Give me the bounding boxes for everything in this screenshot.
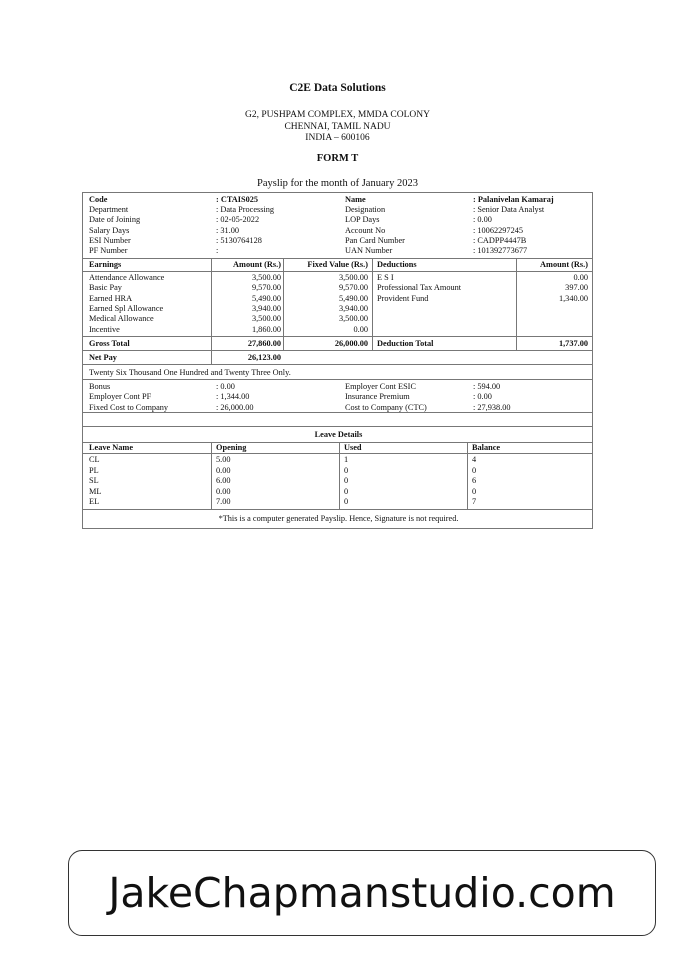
extra-label: Bonus bbox=[89, 382, 111, 391]
leave-name: CL bbox=[89, 455, 100, 464]
info-label: Department bbox=[89, 205, 129, 215]
leave-used: 0 bbox=[344, 497, 349, 507]
leave-name: SL bbox=[89, 476, 99, 486]
deduction-name: Professional Tax Amount bbox=[377, 283, 462, 293]
earning-amount: 9,570.00 bbox=[251, 283, 281, 293]
extra-value: : 594.00 bbox=[473, 382, 501, 391]
earning-fixed-value: 0.00 bbox=[353, 324, 368, 334]
info-value: : 0.00 bbox=[473, 215, 492, 225]
leave-header-balance: Balance bbox=[472, 443, 501, 452]
extra-label: Employer Cont ESIC bbox=[345, 382, 416, 391]
extra-label: Fixed Cost to Company bbox=[89, 402, 169, 412]
leave-header-used: Used bbox=[344, 443, 362, 452]
leave-opening: 6.00 bbox=[216, 476, 231, 486]
earning-name: Earned HRA bbox=[89, 293, 133, 303]
info-label: LOP Days bbox=[345, 215, 380, 225]
deduction-amount: 397.00 bbox=[565, 283, 588, 293]
earning-fixed-value: 5,490.00 bbox=[338, 293, 368, 303]
net-pay-amount: 26,123.00 bbox=[247, 353, 281, 362]
info-value: : 31.00 bbox=[216, 225, 240, 235]
company-name: C2E Data Solutions bbox=[289, 82, 386, 94]
net-pay-label: Net Pay bbox=[89, 353, 117, 362]
info-value: : 02-05-2022 bbox=[216, 215, 260, 225]
info-value: : 101392773677 bbox=[473, 246, 528, 255]
extra-value: : 0.00 bbox=[216, 382, 235, 391]
deduction-total-label: Deduction Total bbox=[377, 339, 434, 348]
earning-name: Basic Pay bbox=[89, 283, 122, 293]
earnings-header: Earnings bbox=[89, 260, 122, 269]
earning-name: Medical Allowance bbox=[89, 314, 154, 324]
info-label: Salary Days bbox=[89, 225, 130, 235]
earning-fixed-value: 9,570.00 bbox=[338, 283, 368, 293]
info-label: Account No bbox=[345, 225, 386, 235]
payslip-table bbox=[82, 192, 593, 529]
earning-name: Incentive bbox=[89, 324, 120, 334]
earning-amount: 1,860.00 bbox=[251, 324, 281, 334]
earning-amount: 3,500.00 bbox=[251, 314, 281, 324]
leave-opening: 5.00 bbox=[216, 455, 231, 464]
earning-fixed-value: 3,500.00 bbox=[338, 273, 368, 282]
info-label: Name bbox=[345, 195, 366, 204]
address-line-3: INDIA – 600106 bbox=[305, 133, 370, 143]
leave-opening: 0.00 bbox=[216, 465, 231, 475]
earning-name: Attendance Allowance bbox=[89, 273, 165, 282]
leave-used: 1 bbox=[344, 455, 349, 464]
info-label: Designation bbox=[345, 205, 386, 215]
earning-fixed-value: 3,500.00 bbox=[338, 314, 368, 324]
info-label: UAN Number bbox=[345, 246, 393, 255]
extra-label: Cost to Company (CTC) bbox=[345, 402, 427, 412]
leave-name: ML bbox=[89, 486, 102, 496]
leave-header-name: Leave Name bbox=[89, 443, 134, 452]
address-line-2: CHENNAI, TAMIL NADU bbox=[284, 121, 391, 132]
leave-balance: 6 bbox=[472, 476, 477, 486]
extra-value: : 0.00 bbox=[473, 392, 492, 402]
info-value: : Data Processing bbox=[216, 205, 275, 215]
info-value: : CTAIS025 bbox=[216, 195, 259, 204]
gross-total-amount: 27,860.00 bbox=[247, 339, 281, 348]
gross-total-fixed: 26,000.00 bbox=[334, 339, 368, 348]
leave-name: EL bbox=[89, 497, 100, 507]
address-line-1: G2, PUSHPAM COMPLEX, MMDA COLONY bbox=[245, 110, 430, 120]
info-value: : Palanivelan Kamaraj bbox=[473, 195, 554, 204]
earning-name: Earned Spl Allowance bbox=[89, 303, 164, 313]
info-label: PF Number bbox=[89, 246, 128, 255]
info-value: : Senior Data Analyst bbox=[473, 205, 545, 215]
leave-balance: 7 bbox=[472, 497, 477, 507]
payslip-title: Payslip for the month of January 2023 bbox=[257, 178, 418, 189]
info-value: : bbox=[216, 246, 219, 255]
leave-opening: 0.00 bbox=[216, 486, 231, 496]
amount-header: Amount (Rs.) bbox=[233, 260, 281, 269]
info-value: : CADPP4447B bbox=[473, 235, 527, 245]
extra-label: Employer Cont PF bbox=[89, 392, 152, 402]
watermark-text: JakeChapmanstudio.com bbox=[108, 869, 616, 917]
extra-label: Insurance Premium bbox=[345, 392, 410, 402]
leave-balance: 0 bbox=[472, 465, 477, 475]
leave-balance: 0 bbox=[472, 486, 477, 496]
leave-used: 0 bbox=[344, 486, 349, 496]
deduction-amount-header: Amount (Rs.) bbox=[540, 260, 588, 269]
earning-amount: 3,940.00 bbox=[251, 303, 281, 313]
form-title: FORM T bbox=[316, 153, 359, 164]
info-value: : 10062297245 bbox=[473, 225, 524, 235]
computer-generated-note: *This is a computer generated Payslip. Hence, Signature is not required. bbox=[218, 514, 459, 523]
watermark-banner bbox=[68, 850, 656, 936]
extra-value: : 26,000.00 bbox=[216, 402, 254, 412]
earning-amount: 5,490.00 bbox=[251, 293, 281, 303]
earning-amount: 3,500.00 bbox=[251, 273, 281, 282]
leave-header-opening: Opening bbox=[216, 443, 247, 452]
info-label: ESI Number bbox=[89, 235, 131, 245]
deduction-amount: 0.00 bbox=[573, 273, 588, 282]
info-label: Code bbox=[89, 195, 108, 204]
gross-total-label: Gross Total bbox=[89, 339, 130, 348]
deduction-name: Provident Fund bbox=[377, 293, 429, 303]
deduction-total-amount: 1,737.00 bbox=[558, 339, 588, 348]
extra-value: : 1,344.00 bbox=[216, 392, 250, 402]
leave-used: 0 bbox=[344, 476, 349, 486]
fixed-value-header: Fixed Value (Rs.) bbox=[307, 260, 368, 269]
earning-fixed-value: 3,940.00 bbox=[338, 303, 368, 313]
leave-name: PL bbox=[89, 465, 99, 475]
leave-details-title: Leave Details bbox=[314, 430, 363, 439]
info-label: Date of Joining bbox=[89, 215, 141, 225]
company-address bbox=[0, 110, 675, 145]
extra-value: : 27,938.00 bbox=[473, 402, 511, 412]
amount-in-words: Twenty Six Thousand One Hundred and Twenty Three Only. bbox=[89, 368, 291, 377]
deductions-header: Deductions bbox=[377, 260, 417, 269]
deduction-amount: 1,340.00 bbox=[558, 293, 588, 303]
info-value: : 5130764128 bbox=[216, 235, 262, 245]
leave-used: 0 bbox=[344, 465, 349, 475]
leave-opening: 7.00 bbox=[216, 497, 231, 507]
deduction-name: E S I bbox=[377, 273, 394, 282]
leave-balance: 4 bbox=[472, 455, 477, 464]
info-label: Pan Card Number bbox=[345, 235, 405, 245]
